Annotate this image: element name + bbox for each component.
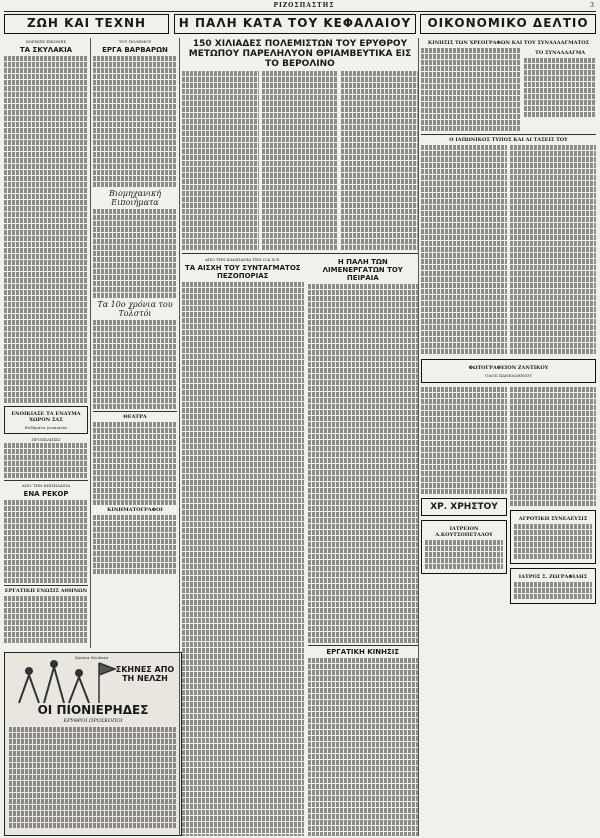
center-sec3-title: Η ΠΑΛΗ ΤΩΝ ΛΙΜΕΝΕΡΓΑΤΩΝ ΤΟΥ ΠΕΙΡΑΙΑ <box>322 258 403 282</box>
banner-life-art: ΖΩΗ ΚΑΙ ΤΕΧΝΗ <box>4 14 169 34</box>
banner-economic: ΟΙΚΟΝΟΜΙΚΟ ΔΕΛΤΙΟ <box>420 14 596 34</box>
col2-cinema: ΚΙΝΗΜΑΤΟΓΡΑΦΟΙ <box>107 507 163 513</box>
illus-subtitle: ΕΡΥΘΡΟΙ ΠΡΟΣΚΟΠΟΙ <box>63 718 123 724</box>
center-sec4-title: ΕΡΓΑΤΙΚΗ ΚΙΝΗΣΙΣ <box>326 648 400 656</box>
pioneers-illustration <box>4 652 182 836</box>
center-sec2-title: ΤΑ ΑΙΣΧΗ ΤΟΥ ΣΥΝΤΑΓΜΑΤΟΣ ΠΕΖΟΠΟΡΙΑΣ <box>184 264 301 280</box>
ad-christou <box>421 498 507 516</box>
illus-kicker: Χρόνια Νεολαία <box>75 655 109 660</box>
ad-photo-studio <box>421 359 596 383</box>
col1-title: ΤΑ ΣΚΥΛΑΚΙΑ <box>19 46 73 54</box>
col1-sec3-title: ΕΡΓΑΤΙΚΗ ΕΝΩΣΙΣ ΑΘΗΝΩΝ <box>4 588 88 594</box>
col1-ad-title: ΕΝΟΙΚΙΑΣΕ ΤΑ ΕΝΔΥΜΑ ΧΩΡΟΝ ΣΑΣ <box>11 411 81 423</box>
center-column <box>182 38 418 836</box>
col1-ad-sub: Ενδύματα γυναικεία <box>24 425 68 430</box>
newspaper-page <box>4 2 596 836</box>
page-header <box>4 2 596 11</box>
ad-agrarian <box>510 510 596 564</box>
page-number: 3 <box>590 2 594 9</box>
masthead-name: ΡΙΖΟΣΠΑΣΤΗΣ <box>273 2 335 9</box>
column-2 <box>93 38 177 648</box>
ad3-title: ΙΑΤΡΕΙΟΝ Α.ΚΟΥΤΣΟΠΕΤΑΛΟΥ <box>435 526 493 538</box>
center-sec2-kicker: ΑΠΟ ΤΗΝ ΚΑΜΠΑΝΙΑ ΤΗΣ Ο.Κ.Ν.Ε. <box>205 257 281 262</box>
ad4-title: ΑΓΡΟΤΙΚΗ ΣΥΝΕΛΕΥΣΙΣ <box>518 516 588 522</box>
ad-clinic <box>421 520 507 574</box>
col1-ad <box>4 406 88 434</box>
illus-title-right: ΣΚΗΝΕΣ ΑΠΟ ΤΗ ΝΕΛΖΗ <box>115 665 175 683</box>
col2-sec2-title: Βιομηχανική Ειποιήματα <box>108 189 162 207</box>
center-headline: 150 ΧΙΛΙΑΔΕΣ ΠΟΛΕΜΙΣΤΩΝ ΤΟΥ ΕΡΥΘΡΟΥ ΜΕΤΩΠΟΥ ΠΑΡΕΛΗΛΥΟΝ ΘΡΙΑΜΒΕΥΤΙΚΑ ΕΙΣ ΤΟ ΒΕΡΟΛΙΝΟ <box>188 39 412 69</box>
pioneers-drawing <box>9 657 119 705</box>
header-rule <box>4 11 596 12</box>
col1-kicker: ΧΩΡΙΚΕΣ ΕΙΚΟΝΕΣ <box>25 39 67 44</box>
ad-doctor <box>510 568 596 604</box>
ad1-title: ΦΩΤΟΓΡΑΦΕΙΟΝ ΖΑΝΤΙΚΟΥ <box>468 365 549 371</box>
economic-column <box>421 38 596 836</box>
ad5-title: ΙΑΤΡΟΣ Σ. ΖΩΓΡΑΦΙΔΗΣ <box>518 574 588 580</box>
col2-kicker: ΤΟΥ ΠΟΛΕΜΟΥ <box>118 39 152 44</box>
right-sec3-title: Ο ΙΑΠΩΝΙΚΟΣ ΤΥΠΟΣ ΚΑΙ ΑΙ ΤΑΣΕΙΣ ΤΟΥ <box>449 137 568 143</box>
col2-sec3-title: Τα 10ο χρόνια του Τολστόι <box>97 300 173 318</box>
col1-sec2-title: ΕΝΑ ΡΕΚΟΡ <box>23 490 69 498</box>
ad1-sub: ΟΔΟΣ ΠΑΝΕΛΛΗΝΙΟΥ <box>485 373 532 378</box>
ad2-title: ΧΡ. ΧΡΗΣΤΟΥ <box>430 502 498 512</box>
col2-theatre: ΘΕΑΤΡΑ <box>123 414 147 420</box>
right-sec1-title: ΚΙΝΗΣΙΣ ΤΩΝ ΧΡΕΟΓΡΑΦΩΝ ΚΑΙ ΤΟΥ ΣΥΝΑΛΛΑΓΜΑΤΟΣ <box>427 40 590 46</box>
col1-body <box>4 56 88 403</box>
col2-title: ΕΡΓΑ ΒΑΡΒΑΡΩΝ <box>102 46 168 54</box>
column-1 <box>4 38 88 648</box>
col1-sec2-kicker: ΑΠΟ ΤΗΝ ΚΩΠΗΛΑΣΙΑ <box>21 483 71 488</box>
illus-title: ΟΙ ΠΙΟΝΙΕΡΗΔΕΣ <box>37 703 149 717</box>
banner-struggle: Η ΠΑΛΗ ΚΑΤΑ ΤΟΥ ΚΕΦΑΛΑΙΟΥ <box>174 14 416 34</box>
col1-notice: ΠΡΟΣΚΛΗΣΙΣ <box>31 437 61 442</box>
right-sec2-title: ΤΟ ΣΥΝΑΛΛΑΓΜΑ <box>535 50 586 56</box>
